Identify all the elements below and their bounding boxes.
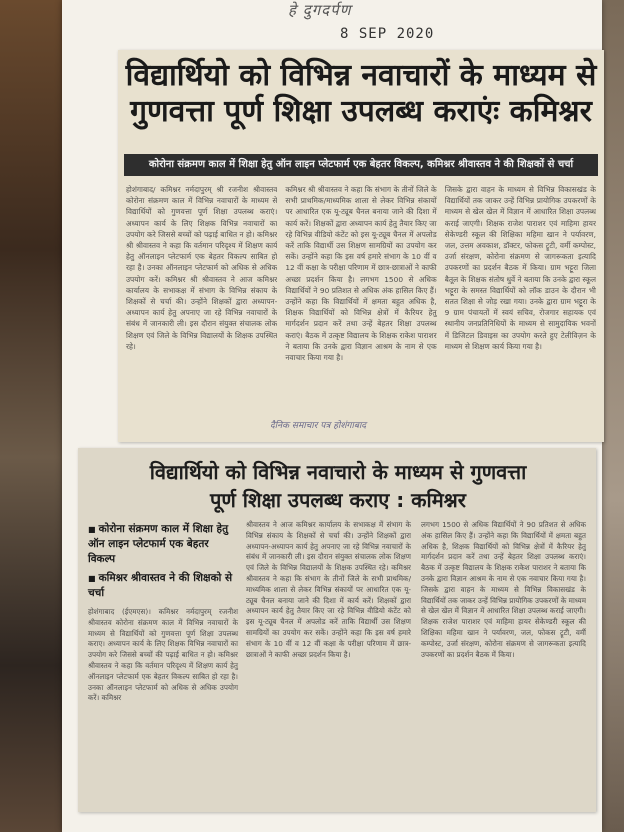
newspaper-clipping-1 (118, 50, 604, 442)
clipping-2-column-1: श्रीवास्तव ने आज कमिश्नर कार्यालय के सभाकक्ष में संभाग के विभिन्न संकाय के शिक्षकों से चर्चा की। उन्होंने शिक्षकों द्वारा अध्यापन-अध्यापन कार्य हेतु अपनाए जा रहे विभिन्न नवाचारों के संबंध में जानकारी ली। इस दौरान संयुक्त संचालक लोक शिक्षण एवं जिले के विभिन्न विद्यालयों के शिक्षक उपस्थित रहे। कमिश्नर श्रीवास्तव ने कहा कि संभाग के तीनों जिले के सभी प्राथमिक/माध्यमिक शाला से लेकर विभिन्न संकायों पर आधारित एक यू-ट्यूब चैनल बनाया जाने की दिशा में कार्य करें। शिक्षकों द्वारा अध्यापन कार्य हेतु तैयार किए जा रहे विभिन्न वीडियो कंटेंट को इस यू-ट्यूब चैनल में अपलोड करें ताकि विद्यार्थी उस शिक्षण सामग्रियों का उपयोग कर सकें। उन्होंने कहा कि इस वर्ष हमारे संभाग के 10 वीं व 12 वीं कक्षा के परीक्षा परिणाम में छात्र-छात्राओं ने काफी अच्छा प्रदर्शन किया है। (246, 520, 411, 659)
handwritten-note: हे दुगदर्पण (288, 1, 352, 19)
clipping-2-bullet-2: ■ कमिश्नर श्रीवास्तव ने की शिक्षको से चर्चा (88, 571, 238, 601)
clipping-2-column-2: लगभग 1500 से अधिक विद्यार्थियों ने 90 प्रतिशत से अधिक अंक हासिल किए हैं। उन्होंने कहा कि विद्यार्थियों में क्षमता बहुत अधिक है, शिक्षक विद्यार्थियों को विभिन्न क्षेत्रों में कैरियर हेतु मार्गदर्शन प्रदान करें तथा उन्हें बेहतर शिक्षा उपलब्ध कराएं। बैठक में उत्कृष्ट विद्यालय के शिक्षक राकेश पाराशर ने बताया कि उनके द्वारा विज्ञान आश्रम के नाम से एक नवाचार किया गया है। जिसके द्वारा वाहन के माध्यम से विभिन्न विकासखंड के विद्यार्थियों तक जाकर उन्हें विभिन्न प्रायोगिक उपकरणों के माध्यम से खेल खेल में विज्ञान में आधारित शिक्षा उपलब्ध कराई जाएगी। शिक्षक राजेश पाराशर एवं माहिमा हायर सेकेण्डरी स्कूल की शिक्षिका महिमा खान ने पर्यावरण, जल, फोकस ट्रूटी, वर्मी कम्पोस्ट, उर्जा संरक्षण, कोरोना संक्रमण से जागरूकता इत्यादि उपकरणों का प्रदर्शन बैठक में किया। (421, 520, 586, 659)
date-stamp: 8 SEP 2020 (340, 26, 435, 42)
newspaper-clipping-2 (78, 448, 596, 812)
clipping-1-column-1: होशंगाबाद/ कमिश्नर नर्मदापुरम् श्री रजनीश श्रीवास्तव कोरोना संक्रमण काल में विभिन्न नवाचारों के माध्यम से विद्यार्थियों को गुणवत्ता पूर्ण शिक्षा उपलब्ध कराएं। अध्यापन कार्य के लिए शिक्षक विभिन्न नवाचारों का उपयोग करे जिससे बच्चों को पढ़ाई बाधित न हो। कमिश्नर श्री श्रीवास्तव ने कहा कि वर्तमान परिदृश्य में शिक्षण कार्य हेतु ऑनलाइन प्लेटफार्म एक बेहतर विकल्प साबित हो रहा है। उनका ऑनलाइन प्लेटफार्म को अधिक से अधिक उपयोग करें। कमिश्नर श्री श्रीवास्तव ने आज कमिश्नर कार्यालय के सभाकक्ष में संभाग के विभिन्न संकाय के शिक्षकों से चर्चा की। उन्होंने शिक्षकों द्वारा अध्यापन-अध्यापन कार्य हेतु अपनाए जा रहे विभिन्न नवाचारों के संबंध में जानकारी ली। इस दौरान संयुक्त संचालक लोक शिक्षण एवं जिले के विभिन्न विद्यालयों के शिक्षक उपस्थित रहे। (126, 185, 278, 351)
clipping-2-headline (98, 458, 578, 514)
clipping-1-subheadline: कोरोना संक्रमण काल में शिक्षा हेतु ऑन लाइन प्लेटफार्म एक बेहतर विकल्प, कमिश्नर श्रीवास्तव ने की शिक्षकों से चर्चा (124, 154, 598, 176)
clipping-2-sidebar (88, 522, 238, 806)
clipping-1-headline-line-1: विद्यार्थियो को विभिन्न नवाचारों के माध्यम से (125, 58, 597, 93)
source-stamp: दैनिक समाचार पत्र होशंगाबाद (270, 421, 367, 431)
clipping-1-headline-line-2: गुणवत्ता पूर्ण शिक्षा उपलब्ध कराएंः कमिश्नर (130, 94, 592, 129)
clipping-1-column-3: जिसके द्वारा वाहन के माध्यम से विभिन्न विकासखंड के विद्यार्थियों तक जाकर उन्हें विभिन्न प्रायोगिक उपकरणों के माध्यम से खेल खेल में विज्ञान में आधारित शिक्षा उपलब्ध कराई जाएगी। शिक्षक राजेश पाराशर एवं माहिमा हायर सेकेण्डरी स्कूल की शिक्षिका महिमा खान ने पर्यावरण, जल, उत्तम अवकाश, डॉक्टर, फोकस ट्रूटी, वर्मी कम्पोस्ट, उर्जा संरक्षण, कोरोना संक्रमण से जागरूकता इत्यादि उपकरणों का प्रदर्शन बैठक में किया। ग्राम भट्टूरा जिला बैतूल के शिक्षक संतोष धुर्वे ने बताया कि उनके द्वारा स्कूल भट्टूरा के समस्त विद्यार्थियों को लॉक डाउन के दौरान भी सतत शिक्षा से जोड़ रखा गया। उनके द्वारा ग्राम भट्टूरा के 9 ग्राम पंचायतों में स्वयं सचिव, रोजगार सहायक एवं स्थानीय जनप्रतिनिधियों के माध्यम से सामुदायिक भवनों में डिजिटल डिवाइस का उपयोग करते हुए टेलीविज़न के माध्यम से शिक्षण कार्य किया गया है। (444, 185, 596, 351)
clipping-2-bullet-1: ■ कोरोना संक्रमण काल में शिक्षा हेतु ऑन लाइन प्लेटफार्म एक बेहतर विकल्प (88, 522, 238, 567)
clipping-1-column-2: कमिश्नर श्री श्रीवास्तव ने कहा कि संभाग के तीनों जिले के सभी प्राथमिक/माध्यमिक शाला से लेकर विभिन्न संकायों पर आधारित एक यू-ट्यूब चैनल बनाया जाने की दिशा में कार्य करें। शिक्षकों द्वारा अध्यापन कार्य हेतु तैयार किए जा रहे विभिन्न वीडियो कंटेंट को इस यू-ट्यूब चैनल में अपलोड करें ताकि विद्यार्थी उस शिक्षण सामग्रियों का उपयोग कर सकें। उन्होंने कहा कि इस वर्ष हमारे संभाग के 10 वीं व 12 वीं कक्षा के परीक्षा परिणाम में छात्र-छात्राओं ने काफी अच्छा प्रदर्शन किया है। लगभग 1500 से अधिक विद्यार्थियों ने 90 प्रतिशत से अधिक अंक हासिल किए हैं। उन्होंने कहा कि विद्यार्थियों में क्षमता बहुत अधिक है, शिक्षक विद्यार्थियों को विभिन्न क्षेत्रों में कैरियर हेतु मार्गदर्शन प्रदान करें तथा उन्हें बेहतर शिक्षा उपलब्ध कराएं। बैठक में उत्कृष्ट विद्यालय के शिक्षक राकेश पाराशर ने बताया कि उनके द्वारा विज्ञान आश्रम के नाम से एक नवाचार किया गया है। (285, 185, 437, 363)
clipping-1-body (126, 184, 596, 424)
clipping-2-headline-line-1: विद्यार्थियो को विभिन्न नवाचारो के माध्यम से गुणवत्ता (149, 460, 527, 484)
clipping-1-headline (118, 58, 604, 130)
clipping-2-body (246, 520, 586, 808)
clipping-2-headline-line-2: पूर्ण शिक्षा उपलब्ध कराए : कमिश्नर (210, 488, 466, 512)
clipping-2-lead-text: होशंगाबाद (ईएमएस)। कमिश्नर नर्मदापुरम् रजनीश श्रीवास्तव कोरोना संक्रमण काल में विभिन्न नवाचारों के माध्यम से विद्यार्थियों को गुणवत्ता पूर्ण शिक्षा उपलब्ध कराए। अध्यापन कार्य के लिए शिक्षक विभिन्न नवाचारों का उपयोग करे जिससे बच्चों की पढ़ाई बाधित न हो। कमिश्नर श्रीवास्तव ने कहा कि वर्तमान परिदृश्य में शिक्षण कार्य हेतु ऑनलाइन प्लेटफार्म एक बेहतर विकल्प साबित हो रहा है। उनका ऑनलाइन प्लेटफार्म को अधिक से अधिक उपयोग करें। कमिश्नर (88, 607, 238, 703)
